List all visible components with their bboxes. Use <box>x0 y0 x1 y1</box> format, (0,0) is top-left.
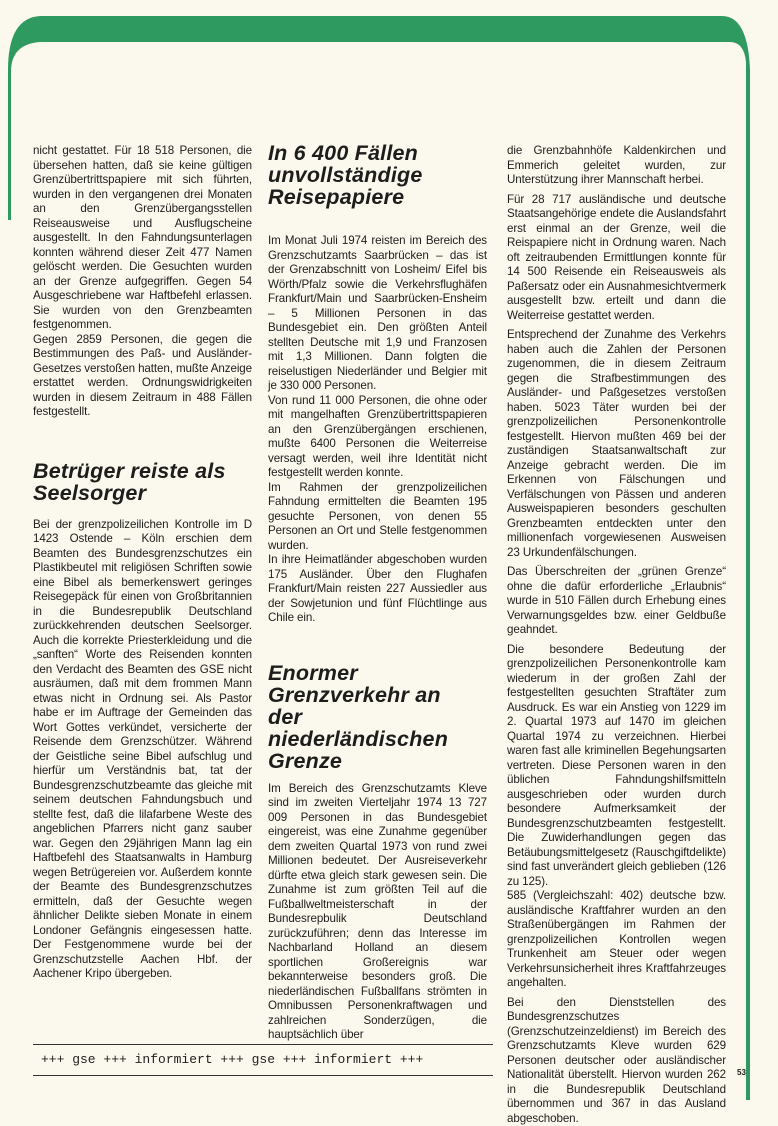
paragraph: Bei den Dienststellen des Bundesgrenzschutzes (Grenzschutzeinzeldienst) im Bereich des Grenzschutzamts Kleve wurden 629 Personen deutscher oder ausländischer Nationalität überstellt. Hiervon wurden 262 in die Bundesrepublik Deutschland übernommen und 367 in das Ausland abgeschoben. <box>507 996 726 1126</box>
paragraph: Von rund 11 000 Personen, die ohne oder mit mangelhaften Grenzübertrittspapieren an den Grenzübergängen erschienen, mußte 6400 Personen die Weiterreise versagt werden, weil ihre Identität nicht festgestellt werden konnte. <box>268 394 487 481</box>
paragraph: Im Bereich des Grenzschutzamts Kleve sind im zweiten Vierteljahr 1974 13 727 009 Personen in das Bundesgebiet eingereist, was eine Zunahme gegenüber dem zweiten Quartal 1973 von rund zwei Millionen bedeutet. Der Ausreiseverkehr dürfte etwa gleich stark gewesen sein. Die Zunahme ist zum größten Teil auf die Fußballweltmeisterschaft in der Bundesrepbulik Deutschland zurückzuführen; denn das Interesse im Nachbarland Holland an diesem sportlichen Großereignis war bekannterweise besonders groß. Die niederländischen Fußballfans strömten in Omnibussen Personenkraftwagen und zahlreichen Sonderzügen, die hauptsächlich über <box>268 782 487 1043</box>
paragraph: Für 28 717 ausländische und deutsche Staatsangehörige endete die Auslandsfahrt erst einmal an der Grenze, weil die Reispapiere nicht in Ordnung waren. Nach oft zeitraubenden Ermittlungen konnte für 14 500 Reisende ein Reiseausweis als Paßersatz oder ein Ausnahmesichtvermerk ausgestellt bzw. erteilt und dann die Weiterreise gestattet werden. <box>507 193 726 324</box>
page-number: 53 <box>737 1068 746 1077</box>
paragraph: Das Überschreiten der „grünen Grenze“ ohne die dafür erforderliche „Erlaubnis“ wurde in 510 Fällen durch Erhebung eines Verwarnungsgeldes bzw. einer Geldbuße geahndet. <box>507 565 726 638</box>
article-heading: Enormer Grenzverkehr an der niederländischen Grenze <box>268 662 463 772</box>
paragraph: Im Monat Juli 1974 reisten im Bereich des Grenzschutzamts Saarbrücken – das ist der Grenzabschnitt von Losheim/ Eifel bis Wörth/Pfalz sowie die Verkehrsflughäfen Frankfurt/Main und Saarbrücken-Ensheim – 5 Millionen Personen in das Bundesgebiet ein. Den größten Anteil stellten Deutsche mit 1,9 und Franzosen mit 1,3 Millionen. Dann folgten die reiselustigen Niederländer und Belgier mit je 330 000 Personen. <box>268 234 487 394</box>
paragraph: nicht gestattet. Für 18 518 Personen, die übersehen hatten, daß sie keine gültigen Grenzübertrittspapiere mit sich führten, wurden in den vergangenen drei Monaten an den Grenzübergangsstellen Reiseausweise und Ausflugscheine ausgestellt. In den Fahndungsunterlagen konnten während dieser Zeit 477 Namen gelöscht werden. Die Gesuchten wurden an der Grenze aufgegriffen. Gegen 54 Ausgeschriebene war Haftbefehl erlassen. Sie wurden von den Grenzbeamten festgenommen. <box>33 144 252 333</box>
article-heading: In 6 400 Fällen unvollständige Reisepapiere <box>268 142 443 208</box>
footer-banner-text: +++ gse +++ informiert +++ gse +++ informiert +++ <box>41 1052 423 1067</box>
left-column <box>33 144 252 982</box>
paragraph: die Grenzbahnhöfe Kaldenkirchen und Emmerich geleitet wurden, zur Unterstützung ihrer Mannschaft herbei. <box>507 144 726 188</box>
footer-banner <box>33 1044 493 1076</box>
paragraph: Gegen 2859 Personen, die gegen die Bestimmungen des Paß- und Ausländer-Gesetzes verstoßen hatten, mußte Anzeige erstattet werden. Ordnungswidrigkeiten wurden in diesem Zeitraum in 488 Fällen festgestellt. <box>33 333 252 420</box>
article-heading: Betrüger reiste als Seelsorger <box>33 460 252 504</box>
paragraph: 585 (Vergleichszahl: 402) deutsche bzw. ausländische Kraftfahrer wurden an den Straßenübergängen im Rahmen der grenzpolizeilichen Kontrollen wegen Trunkenheit am Steuer oder wegen Verkehrsunsicherheit ihres Kraftfahrzeuges angehalten. <box>507 889 726 991</box>
right-column <box>507 144 726 1126</box>
paragraph: Die besondere Bedeutung der grenzpolizeilichen Personenkontrolle kam wiederum in der großen Zahl der festgestellten gesuchten Straftäter zum Ausdruck. Es war ein Anstieg von 1229 im 2. Quartal 1973 auf 1470 im gleichen Quartal 1974 zu verzeichnen. Hierbei waren fast alle kriminellen Begehungsarten vertreten. Diese Personen waren in den üblichen Fahndungshilfsmitteln ausgeschrieben oder wurden durch besondere Aufmerksamkeit der Bundesgrenzschutzbeamten festgestellt. Die Zuwiderhandlungen gegen das Betäubungsmittelgesetz (Rauschgiftdelikte) sind fast unverändert gleich geblieben (126 zu 125). <box>507 643 726 890</box>
paragraph: Bei der grenzpolizeilichen Kontrolle im D 1423 Ostende – Köln erschien dem Beamten des Bundesgrenzschutzes ein Plastikbeutel mit religiösen Schriften sowie eine Bibel als bemerkenswert geringes Reisegepäck für einen von Großbritannien in die Bundesrepublik Deutschland zurückkehrenden deutschen Seelsorger. Auch die korrekte Priesterkleidung und die „sanften“ Worte des Reisenden konnten den Verdacht des Beamten des GSE nicht ausräumen, daß mit dem frommen Mann etwas nicht in Ordnung sei. Als Pastor habe er im Auftrage der Gemeinden das Wort Gottes verkündet, versicherte der Reisende dem Grenzschützer. Während der Geistliche seine Bibel aufschlug und hierfür um Verständnis bat, tat der Bundesgrenzschutzbeamte das gleiche mit seinem deutschen Fahndungsbuch und stellte fest, daß die lilafarbene Weste des angeblichen Pfarrers nicht ganz sauber war. Gegen den 29jährigen Mann lag ein Haftbefehl des Staatsanwalts in Hamburg wegen Betrügereien vor. Außerdem konnte der Beamte des Bundesgrenzschutzes ermitteln, daß der Gesuchte wegen ähnlicher Delikte sieben Monate in einem Londoner Gefängnis eingesessen hatte. Der Festgenommene wurde bei der Grenzschutzstelle Aachen Hbf. der Aachener Kripo übergeben. <box>33 518 252 982</box>
paragraph: Im Rahmen der grenzpolizeilichen Fahndung ermittelten die Beamten 195 gesuchte Personen, von denen 55 Personen an Ort und Stelle festgenommen wurden. <box>268 481 487 554</box>
middle-column <box>268 142 487 1043</box>
paragraph: In ihre Heimatländer abgeschoben wurden 175 Ausländer. Über den Flughafen Frankfurt/Main reisten 227 Aussiedler aus der Sowjetunion und fünf Flüchtlinge aus Chile ein. <box>268 553 487 626</box>
paragraph: Entsprechend der Zunahme des Verkehrs haben auch die Zahlen der Personen zugenommen, die in diesem Zeitraum gegen die Strafbestimmungen des Ausländer- und Paßgesetzes verstoßen haben. 5023 Täter wurden bei der grenzpolizeilichen Personenkontrolle festgestellt. Hiervon mußten 469 bei der zuständigen Staatsanwaltschaft zur Anzeige gebracht werden. Die im Erkennen von Fälschungen und Verfälschungen von Pässen und anderen Ausweispapieren besonders geschulten Grenzbeamten entdeckten unter den millionenfach vorgewiesenen Ausweisen 23 Urkundenfälschungen. <box>507 328 726 560</box>
